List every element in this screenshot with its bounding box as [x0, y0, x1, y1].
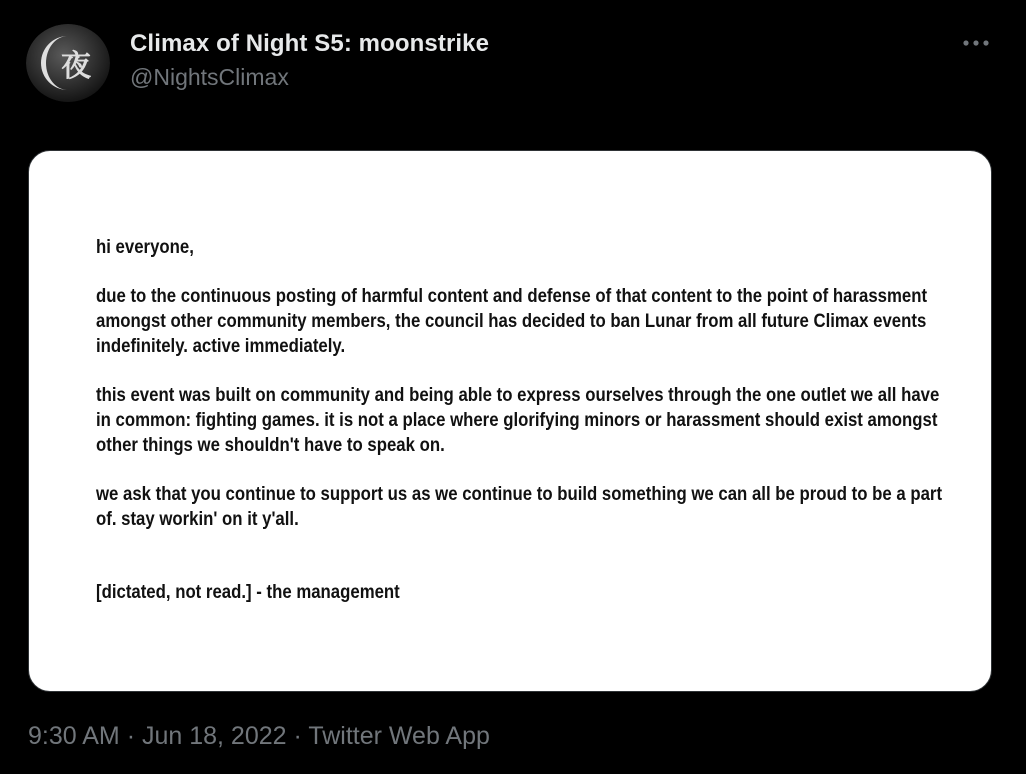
- statement-greeting: hi everyone,: [96, 236, 194, 258]
- user-handle[interactable]: @NightsClimax: [130, 64, 289, 90]
- tweet-time[interactable]: 9:30 AM: [28, 722, 120, 750]
- avatar-glyph: 夜: [61, 49, 91, 84]
- statement-signature: [dictated, not read.] - the management: [96, 581, 400, 604]
- moon-crescent-kanji-icon: [26, 24, 110, 102]
- more-horizontal-icon: [962, 39, 990, 47]
- attached-image[interactable]: [28, 150, 992, 692]
- tweet-source[interactable]: Twitter Web App: [308, 722, 490, 750]
- meta-separator: ·: [293, 722, 309, 750]
- statement-text: [96, 235, 947, 630]
- avatar[interactable]: [26, 24, 110, 102]
- tweet-date[interactable]: Jun 18, 2022: [141, 722, 287, 750]
- more-options-button[interactable]: [958, 30, 994, 56]
- meta-separator: ·: [126, 722, 142, 750]
- statement-paragraph-3: we ask that you continue to support us as we continue to build something we can all be proud to be a part of. stay workin' on it y'all.: [96, 482, 943, 530]
- statement-paragraph-1: due to the continuous posting of harmful content and defense of that content to the point of harassment amongst other community members, the council has decided to ban Lunar from all future Climax events indefinitely. active immediately.: [96, 285, 928, 357]
- statement-paragraph-2: this event was built on community and being able to express ourselves through the one outlet we all have in common: fighting games. it is not a place where glorifying minors or harassment should exist amongst other things we shouldn't have to speak on.: [96, 384, 940, 456]
- tweet-metadata: [28, 722, 490, 751]
- display-name[interactable]: Climax of Night S5: moonstrike: [130, 30, 490, 57]
